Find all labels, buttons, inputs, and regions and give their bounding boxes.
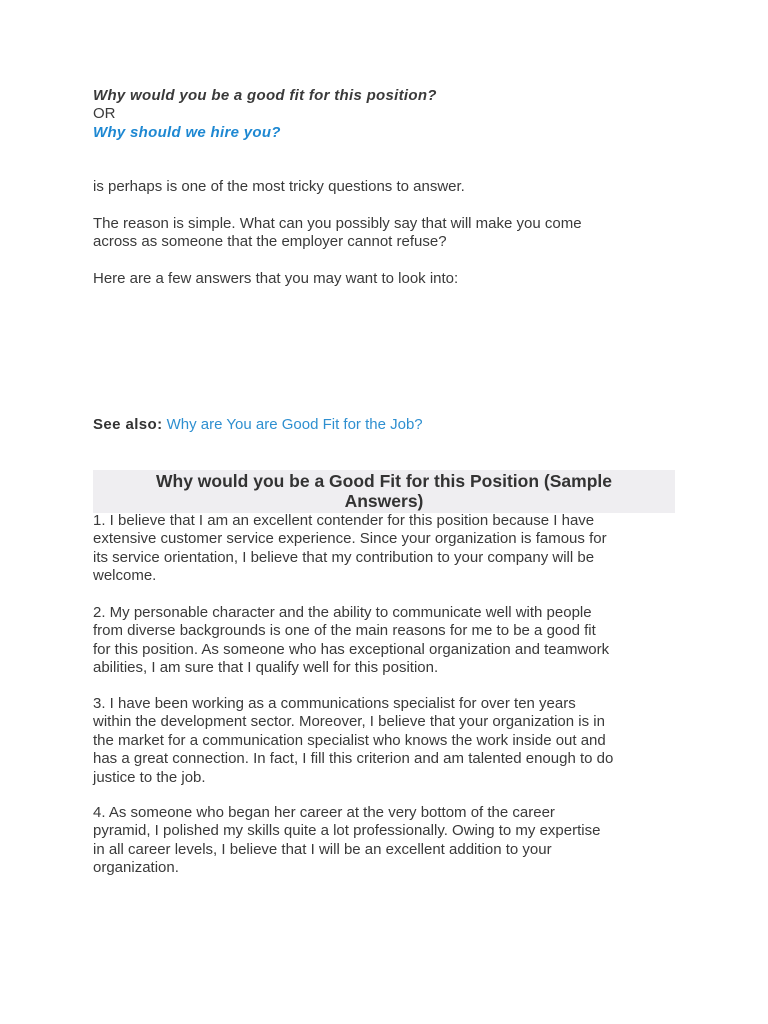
- see-also-link[interactable]: Why are You are Good Fit for the Job?: [166, 416, 423, 433]
- answer-line: its service orientation, I believe that my contribution to your company will be: [93, 548, 595, 566]
- answer-line: welcome.: [93, 567, 157, 585]
- intro-questions: [93, 87, 437, 142]
- question-hire-you: Why should we hire you?: [93, 123, 281, 141]
- answer-line: has a great connection. In fact, I fill this criterion and am talented enough to do: [93, 750, 614, 768]
- see-also-label: See also:: [93, 416, 163, 433]
- paragraph-line: across as someone that the employer cannot refuse?: [93, 233, 447, 251]
- answer-line: justice to the job.: [93, 768, 206, 786]
- section-heading-line: Why would you be a Good Fit for this Position (Sample: [156, 471, 612, 491]
- answer-line: abilities, I am sure that I qualify well for this position.: [93, 659, 439, 677]
- answer-line: pyramid, I polished my skills quite a lot professionally. Owing to my expertise: [93, 822, 601, 840]
- answer-2: [93, 604, 609, 678]
- answer-line: 4. As someone who began her career at the very bottom of the career: [93, 804, 555, 821]
- answer-3: [93, 695, 613, 787]
- answer-1: [93, 512, 607, 586]
- answer-line: organization.: [93, 859, 179, 877]
- answer-line: the market for a communication specialist who knows the work inside out and: [93, 731, 606, 749]
- answer-line: within the development sector. Moreover, I believe that your organization is in: [93, 713, 605, 731]
- answer-line: 2. My personable character and the ability to communicate well with people: [93, 604, 592, 621]
- paragraph-1: [93, 178, 465, 196]
- answer-line: extensive customer service experience. Since your organization is famous for: [93, 530, 607, 548]
- paragraph-3: [93, 270, 458, 288]
- answer-line: from diverse backgrounds is one of the main reasons for me to be a good fit: [93, 622, 596, 640]
- paragraph-line: Here are a few answers that you may want to look into:: [93, 270, 459, 287]
- answer-line: in all career levels, I believe that I will be an excellent addition to your: [93, 840, 552, 858]
- paragraph-2: [93, 215, 582, 252]
- see-also: [93, 416, 423, 434]
- answer-line: for this position. As someone who has exceptional organization and teamwork: [93, 640, 610, 658]
- answer-line: 3. I have been working as a communications specialist for over ten years: [93, 695, 576, 712]
- answer-4: [93, 804, 600, 878]
- question-good-fit: Why would you be a good fit for this position?: [93, 87, 437, 104]
- paragraph-line: The reason is simple. What can you possibly say that will make you come: [93, 215, 582, 232]
- section-heading: [93, 470, 675, 513]
- section-heading-line: Answers): [344, 491, 424, 511]
- or-separator: OR: [93, 105, 116, 123]
- answer-line: 1. I believe that I am an excellent contender for this position because I have: [93, 512, 595, 529]
- paragraph-line: is perhaps is one of the most tricky questions to answer.: [93, 178, 465, 195]
